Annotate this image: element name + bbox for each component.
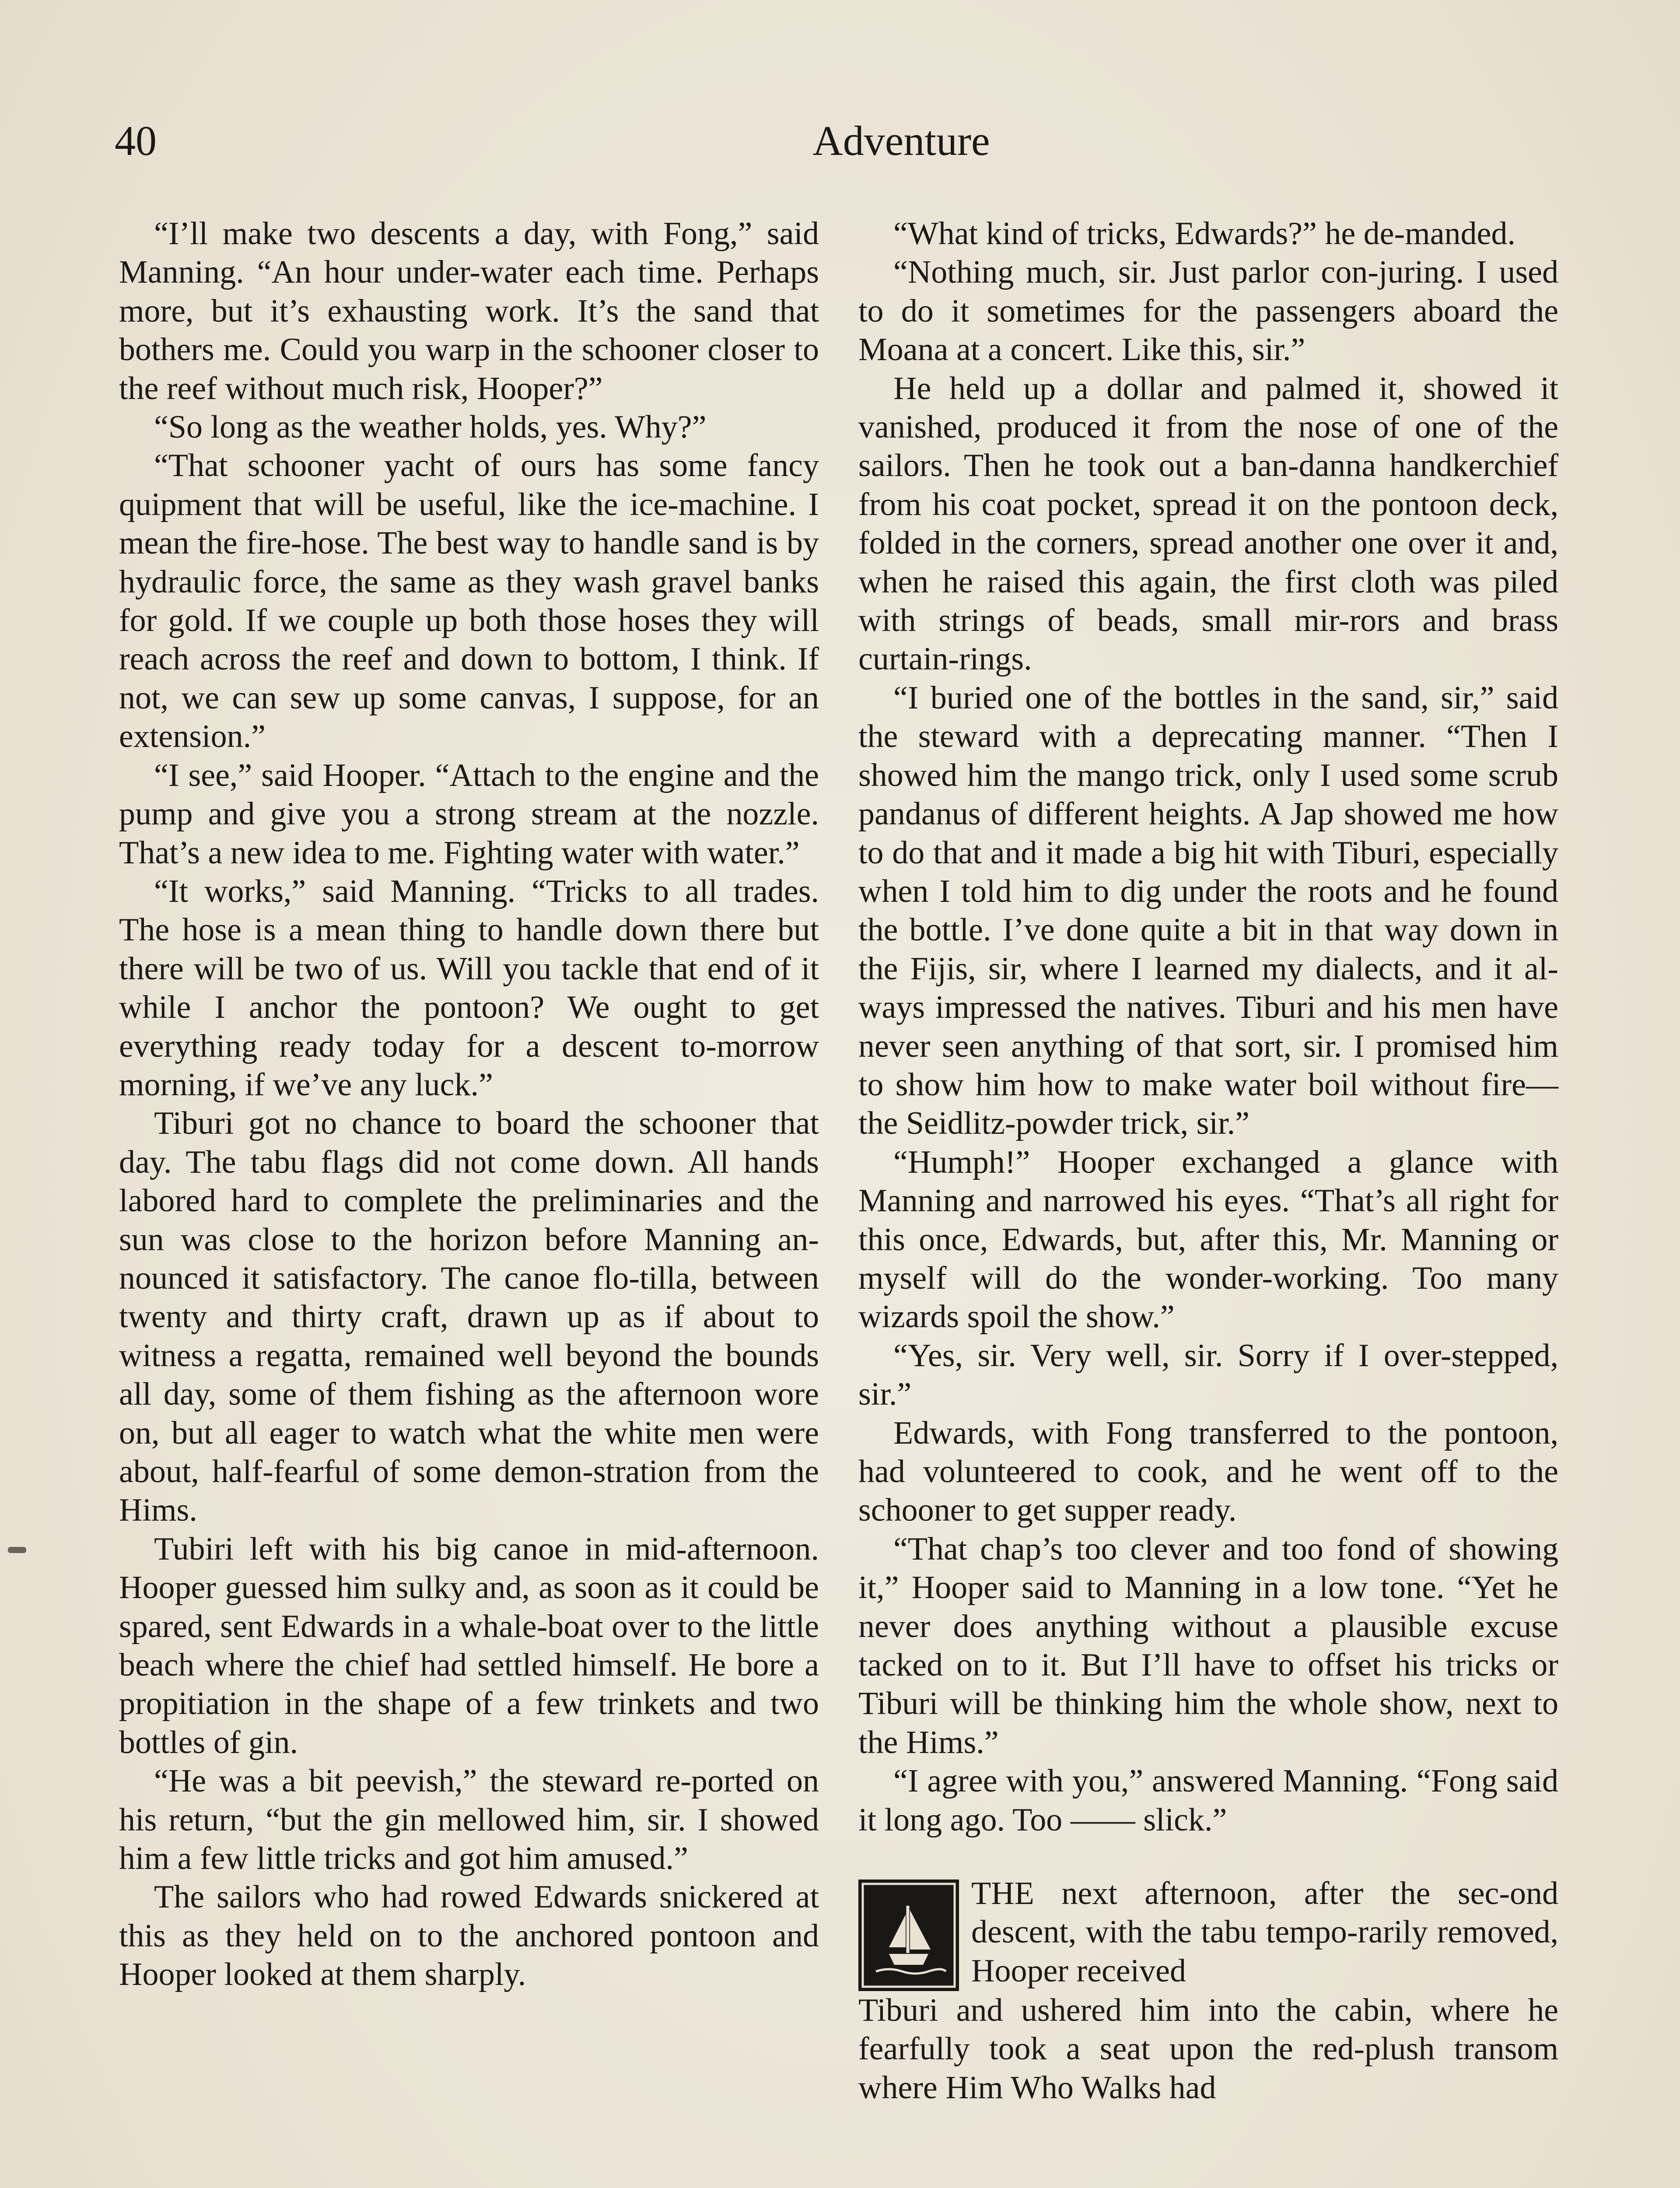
page-number: 40: [115, 117, 157, 164]
paragraph: Tiburi got no chance to board the schooner that day. The tabu flags did not come down. All hands labored hard to complete the preliminaries and the sun was close to the horizon before Manning an-nounced it satisfactory. The canoe flo-tilla, between twenty and thirty craft, drawn up as if about to witness a regatta, remained well beyond the bounds all day, some of them fishing as the afternoon wore on, but all eager to watch what the white men were about, half-fearful of some demon-stration from the Hims.: [119, 1105, 819, 1529]
paragraph: Edwards, with Fong transferred to the pontoon, had volunteered to cook, and he went off to the schooner to get supper ready.: [858, 1415, 1558, 1529]
paragraph-first-lines: THE next afternoon, after the sec-ond descent, with the tabu tempo-rarily removed, Hooper received: [971, 1876, 1558, 1989]
paragraph: “I agree with you,” answered Manning. “Fong said it long ago. Too —— slick.”: [858, 1763, 1558, 1838]
ship-ornament-icon: [858, 1879, 959, 1991]
paragraph: Tubiri left with his big canoe in mid-afternoon. Hooper guessed him sulky and, as soon as it could be spared, sent Edwards in a whale-boat over to the little beach where the chief had settled himself. He bore a propitiation in the shape of a few trinkets and two bottles of gin.: [119, 1531, 819, 1760]
paragraph: “So long as the weather holds, yes. Why?”: [154, 409, 707, 445]
margin-smudge: [8, 1547, 26, 1553]
paragraph: “It works,” said Manning. “Tricks to all trades. The hose is a mean thing to handle down there but there will be two of us. Will you tackle that end of it while I anchor the pontoon? We ought to get everything ready today for a descent to-morrow morning, if we’ve any luck.”: [119, 873, 819, 1103]
paragraph-continued: Tiburi and ushered him into the cabin, where he fearfully took a seat upon the red-plush transom where Him Who Walks had: [858, 1992, 1558, 2106]
paragraph: “Nothing much, sir. Just parlor con-juring. I used to do it sometimes for the passengers aboard the Moana at a concert. Like this, sir.”: [858, 254, 1558, 368]
paragraph: “He was a bit peevish,” the steward re-ported on his return, “but the gin mellowed him, sir. I showed him a few little tricks and got him amused.”: [119, 1763, 819, 1877]
paragraph: He held up a dollar and palmed it, showed it vanished, produced it from the nose of one of the sailors. Then he took out a ban-danna handkerchief from his coat pocket, spread it on the pontoon deck, folded in the corners, spread another one over it and, when he raised this again, the first cloth was piled with strings of beads, small mir-rors and brass curtain-rings.: [858, 370, 1558, 677]
paragraph: “I buried one of the bottles in the sand, sir,” said the steward with a deprecating manner. “Then I showed him the mango trick, only I used some scrub pandanus of different heights. A Jap showed me how to do that and it made a big hit with Tiburi, especially when I told him to dig under the roots and he found the bottle. I’ve done quite a bit in that way down in the Fijis, sir, where I learned my dialects, and it al-ways impressed the natives. Tiburi and his men have never seen anything of that sort, sir. I promised him to show him how to make water boil without fire—the Seidlitz-powder trick, sir.”: [858, 680, 1558, 1142]
section-opening: [858, 1874, 1558, 1991]
paragraph: “Humph!” Hooper exchanged a glance with Manning and narrowed his eyes. “That’s all right for this once, Edwards, but, after this, Mr. Manning or myself will do the wonder-working. Too many wizards spoil the show.”: [858, 1144, 1558, 1335]
right-text-column: [858, 214, 1558, 2107]
paragraph: “What kind of tricks, Edwards?” he de-manded.: [893, 216, 1516, 252]
running-head-title: Adventure: [812, 117, 990, 164]
paragraph: “I see,” said Hooper. “Attach to the engine and the pump and give you a strong stream at the nozzle. That’s a new idea to me. Fighting water with water.”: [119, 757, 819, 871]
paragraph: “Yes, sir. Very well, sir. Sorry if I over-stepped, sir.”: [858, 1337, 1558, 1413]
paragraph: “That chap’s too clever and too fond of showing it,” Hooper said to Manning in a low tone. “Yet he never does anything without a plausible excuse tacked on to it. But I’ll have to offset his tricks or Tiburi will be thinking him the whole show, next to the Hims.”: [858, 1531, 1558, 1760]
paragraph: “I’ll make two descents a day, with Fong,” said Manning. “An hour under-water each time. Perhaps more, but it’s exhausting work. It’s the sand that bothers me. Could you warp in the schooner closer to the reef without much risk, Hooper?”: [119, 216, 819, 407]
paragraph: The sailors who had rowed Edwards snickered at this as they held on to the anchored pontoon and Hooper looked at them sharply.: [119, 1879, 819, 1993]
left-text-column: [119, 214, 819, 1994]
paragraph: “That schooner yacht of ours has some fancy quipment that will be useful, like the ice-machine. I mean the fire-hose. The best way to handle sand is by hydraulic force, the same as they wash gravel banks for gold. If we couple up both those hoses they will reach across the reef and down to bottom, I think. If not, we can sew up some canvas, I suppose, for an extension.”: [119, 448, 819, 755]
